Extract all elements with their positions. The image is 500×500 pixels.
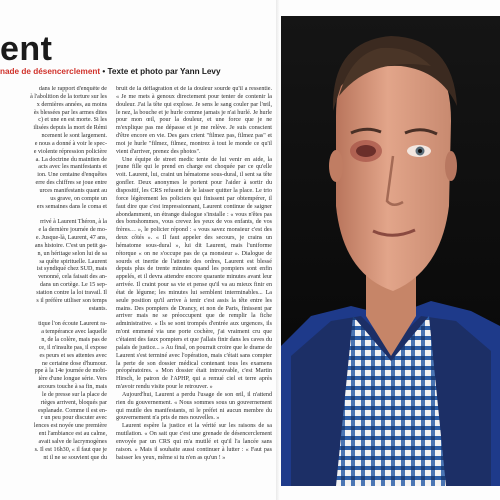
byline: • Texte et photo par Yann Levy [100,67,221,76]
subtitle-highlight: nade de désencerclement [0,67,101,76]
text-line: acts avec les manifestants et [38,164,107,171]
text-line: a. La doctrine du maintien de [35,156,107,163]
text-line: erre des chiffres se joue entre [35,180,107,187]
text-line: e nous a donné à voir le spec- [34,140,107,147]
body-paragraph: Laurent espère la justice et la vérité sur les raisons de sa mutilation. « On sait que c'est une grenade de désencerclement envoyée par un CRS qui m'a mutilé et qu'il l'a lancée sans raison. » Mais il souhaite aussi continuer à lutter : « Faut pas baisser les yeux, même si tu n'en as qu'un ! » [116,423,272,461]
text-line: ppe à la 14e journée de mobi- [34,368,107,375]
text-line [0,212,107,220]
text-line: ès blessées par les armes dites [33,109,107,116]
article-subtitle [0,67,280,77]
portrait-photo [281,16,500,486]
text-line: n, de la colère, mais pas de [41,337,107,343]
body-paragraph: Aujourd'hui, Laurent a perdu l'usage de son œil, il n'attend rien du gouvernement. « Nous sommes sous un gouvernement qui mutile des manifestants, ni le préfet ni aucun membre du gouvernement n'a pris de mes nouvelles. » [116,391,272,422]
body-paragraph: Une équipe de street medic tente de lui venir en aide, la jeune fille qui le prend en charge est choquée par ce qu'elle voit. Laurent, lui, craint un hématome sous-dural, il sent sa tête gonfler. Deux anonymes le portent pour l'aider à sortir du dispositif, les CRS refusent de le laisser quitter la place. Le trio force légèrement les policiers qui finissent par obtempérer, il faut dire que c'est impressionnant, Laurent continue de saigner abondamment, un étrange dialogue s'installe : « vous n'êtes pas des bonshommes, vous crevez les yeux de vos enfants, de vos frères… », le policier répond : « vous savez monsieur c'est des deux côtés ». « Il faut appeler des secours, je crains un hématome sous-dural », lui dit Laurent, mais l'uniforme rétorque « on ne s'occupe pas de ça monsieur ». Dialogue de sourds et inertie de l'attente des ordres, Laurent est blessé depuis plus de trente minutes quand les pompiers sont enfin appelés, et il devra attendre encore quarante minutes avant leur arrivée. Il craint pour sa vie et pense qu'il va au mieux finir en état de légume; les minutes lui semblent interminables... La seule position qu'il arrive à tenir c'est assis la tête entre les mains. Des pompiers de Drancy, et non de Paris, finissent par arriver mais ne se préoccupent que de remplir la fiche administrative. « Ils se sont trompés d'entrée aux urgences, ils m'ont emmené via une porte cochère, j'ai vraiment cru que c'étaient des faux pompiers et que j'allais finir dans les caves du palais de justice... » Au final, on pourrait croire que le drame de Laurent s'est terminé avec l'opération, mais c'était sans compter la perte de son dossier médical contenant tous les examens préopératoires. « Mon dossier était introuvable, c'est Martin Hirsch, le patron de l'APHP, qui a remué ciel et terre après m'avoir rendu visite pour le retrouver. » [116,156,272,391]
text-line: n, un héritage selon lui de sa [37,250,107,257]
text-line: ent l'ambiance est au calme, [38,431,107,438]
text-line: urces manifestants quant au [39,187,107,194]
text-line: ne certaine dose d'humour. [41,360,107,367]
text-line: ers semaines dans le coma et [36,203,107,210]
text-line: avait salve de lacrymogènes [38,438,107,445]
portrait-illustration [281,16,500,486]
article-heading: ent [0,30,53,68]
body-paragraph: bruit de la déflagration et de la douleur sourde qu'il a ressentie. « Je me mets à genoux directement pour tenter de contenir la douleur. J'ai la tête qui explose. Je sens le sang couler par l'œil, le nez, la bouche et je hurle comme jamais je n'ai hurlé. Je hurle pour mon œil, pour la douleur, et une force que je ne m'explique pas me dépasse et je me relève. Je suis conscient d'être encore en vie. Des gars crient "filmez pas, filmez pas" et moi je hurle "filmez, filmez, montrez à tout le monde ce qu'il vient d'arriver, prenez des photos". [116,86,272,155]
text-line: sa quête spirituelle. Laurent [39,258,107,265]
text-line: ce, il n'insulte pas, il expose [38,344,107,351]
page-gutter [276,0,280,500]
text-line: rtèges arrivent, bloqués par [40,399,107,406]
text-line: s il préfère utiliser son temps [36,297,107,304]
text-line: à l'abolition de la torture sur les [30,93,107,100]
text-line [0,313,107,321]
text-line: estants. [88,305,107,312]
text-line: x dernières années, au moins [36,101,107,108]
text-line: es peurs et ses attentes avec [39,352,107,359]
text-line: venonné, cela faisait des an- [38,274,107,281]
text-line: ncement le sont largement. [41,133,107,140]
text-line: le de presse sur la place de [42,391,107,398]
text-line: station contre la loi travail. Il [36,289,107,296]
text-line: dans le rapport d'enquête de [38,86,107,92]
text-line: ière d'une longue série. Vers [38,376,107,383]
text-line: ans histoire. C'est un petit ga- [34,242,107,249]
text-line: us grave, on compte un [50,195,107,202]
text-line: r un peu pour discuter avec [40,415,107,422]
text-line: rrivé à Laurent Théron, à la [40,219,107,226]
text-line: a tempérance avec laquelle [41,329,107,336]
text-line: tique l'on écoute Laurent ra- [38,321,107,328]
text-column-right [116,86,272,496]
text-line: ist syndiqué chez SUD, mais [36,266,107,273]
text-line: arcours touche à sa fin, mais [37,384,107,391]
text-line: ilisées depuis la mort de Rémi [33,125,107,132]
text-line: ion. Une centaine d'enquêtes [37,172,107,179]
text-line: e. Jusque-là, Laurent, 47 ans, [35,235,107,242]
text-line: esplanade. Comme il est en- [38,407,107,414]
text-line: nt il ne se souvient que du [43,454,107,461]
text-line: lences est noyée une première [33,423,107,430]
text-line: e violente répression policière [33,148,107,155]
text-column-left [0,86,107,496]
text-line: c) et une en est morte. Si les [38,117,107,124]
text-line: s. Il est 16h30, « il faut que je [34,446,107,453]
text-line: e la dernière journée de mo- [38,227,107,234]
text-line: dans un cortège. Le 15 sep- [39,282,107,289]
